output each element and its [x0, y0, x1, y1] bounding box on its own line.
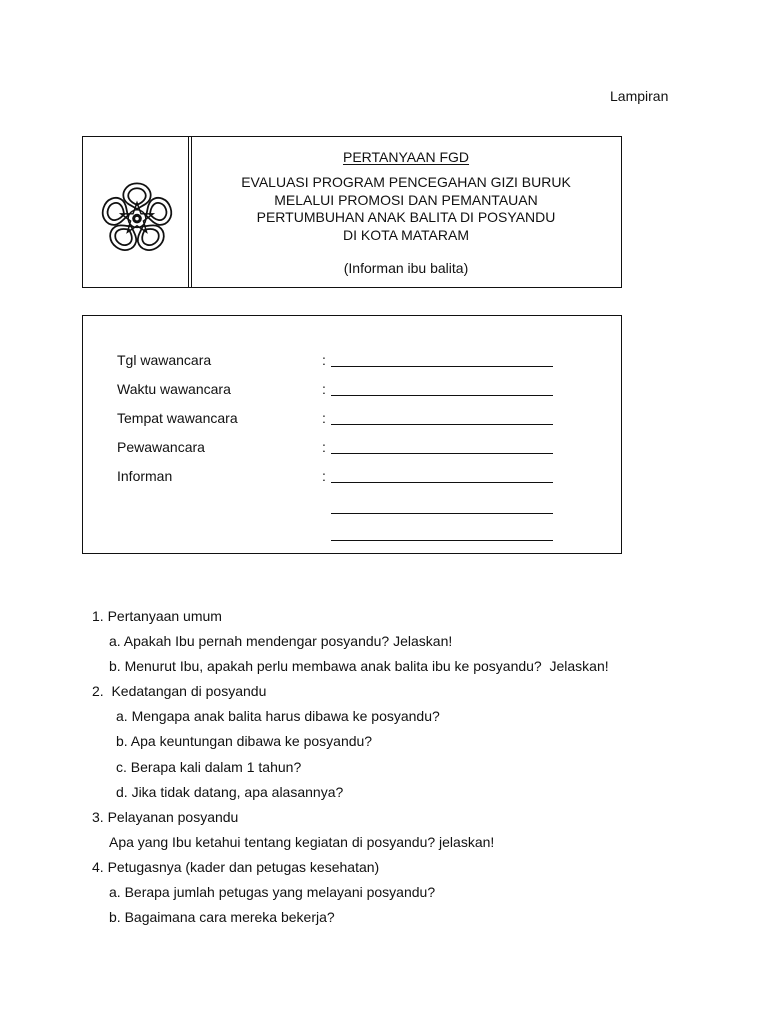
field-colon: :: [322, 439, 326, 455]
fgd-title: PERTANYAAN FGD: [342, 149, 470, 165]
evaluation-title-line: DI KOTA MATARAM: [342, 226, 469, 243]
question-item: b. Bagaimana cara mereka bekerja?: [109, 909, 335, 926]
tempat-wawancara-blank[interactable]: [331, 424, 553, 425]
field-row-tempat-wawancara: [117, 410, 587, 430]
question-section: 4. Petugasnya (kader dan petugas kesehatan): [92, 858, 380, 875]
field-colon: :: [322, 410, 326, 426]
question-list: [92, 604, 609, 930]
evaluation-title-line: PERTUMBUHAN ANAK BALITA DI POSYANDU: [256, 209, 556, 225]
field-row-informan-extra: [117, 526, 587, 546]
question-item: a. Apakah Ibu pernah mendengar posyandu? Jelaskan!: [109, 633, 453, 650]
question-item: a. Berapa jumlah petugas yang melayani posyandu?: [109, 884, 436, 901]
field-row-informan-extra: [117, 499, 587, 519]
informan-note: (Informan ibu balita): [343, 260, 469, 276]
field-colon: :: [322, 468, 326, 484]
evaluation-title-line: MELALUI PROMOSI DAN PEMANTAUAN: [274, 191, 538, 208]
field-colon: :: [322, 381, 326, 397]
question-section: 2. Kedatangan di posyandu: [92, 683, 267, 700]
field-label: Tempat wawancara: [117, 410, 238, 426]
field-label: Tgl wawancara: [117, 352, 212, 368]
evaluation-title-line: EVALUASI PROGRAM PENCEGAHAN GIZI BURUK: [241, 174, 571, 190]
header-title-cell: [191, 137, 621, 287]
evaluation-title: [191, 174, 621, 244]
pewawancara-blank[interactable]: [331, 453, 553, 454]
logo-cell: [83, 137, 189, 287]
waktu-wawancara-blank[interactable]: [331, 395, 553, 396]
tgl-wawancara-blank[interactable]: [331, 366, 553, 367]
field-row-pewawancara: [117, 439, 587, 459]
field-row-informan: [117, 468, 587, 488]
field-label: Waktu wawancara: [117, 381, 231, 397]
question-section: 1. Pertanyaan umum: [92, 608, 222, 624]
question-item: a. Mengapa anak balita harus dibawa ke posyandu?: [116, 708, 440, 725]
field-row-waktu-wawancara: [117, 381, 587, 401]
question-item: b. Apa keuntungan dibawa ke posyandu?: [116, 733, 373, 750]
informan-extra-blank[interactable]: [331, 540, 553, 541]
header-box: [82, 136, 622, 288]
informan-extra-blank[interactable]: [331, 513, 553, 514]
field-colon: :: [322, 352, 326, 368]
question-section: 3. Pelayanan posyandu: [92, 808, 239, 825]
informan-blank[interactable]: [331, 482, 553, 483]
interview-info-box: [82, 315, 622, 554]
question-item: d. Jika tidak datang, apa alasannya?: [116, 783, 344, 800]
field-label: Pewawancara: [117, 439, 205, 455]
lampiran-label: Lampiran: [610, 88, 669, 104]
question-item: c. Berapa kali dalam 1 tahun?: [116, 758, 302, 775]
question-item: Apa yang Ibu ketahui tentang kegiatan di posyandu? jelaskan!: [109, 833, 495, 850]
field-row-tgl-wawancara: [117, 352, 587, 372]
question-item: b. Menurut Ibu, apakah perlu membawa anak balita ibu ke posyandu? Jelaskan!: [109, 658, 609, 675]
field-label: Informan: [117, 468, 173, 484]
university-seal-icon: [97, 177, 177, 257]
